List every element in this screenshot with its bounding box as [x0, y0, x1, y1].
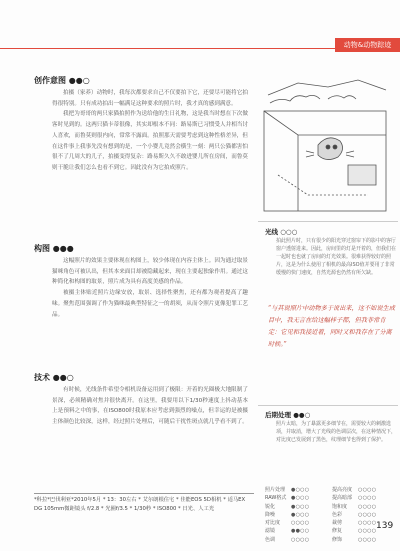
paragraph: 有时候，光线条件希望令相机设备运用到了极限：开着的光圈极大地限制了景深，必须精确对焦并很快离开。在这里，我要用以下1/30秒速度上抖动基本上是预料之中的事，在ISO800时我原本应考虑到强烈的噪点，但幸运的是被摄主体颜色比较深，这样，经过照片处理后，可随后干扰性斑点就几乎看不到了。 — [52, 387, 248, 426]
handwritten-quote: “与其说照片中动物多于说出来，这不如说生成目中，我无言在给这幅样子都，但我非常肯定：它见和我接近着，同时又和我存在了分离时候。” — [268, 305, 395, 348]
rating-dots: ○○○○ — [358, 503, 377, 510]
sketch-cloud — [328, 96, 356, 99]
sketch-frame — [264, 111, 386, 211]
rating-dots: ○○○○ — [291, 536, 310, 543]
rating-dots: ○○○ — [280, 228, 298, 236]
rating-label: 锐化 — [265, 503, 276, 510]
ratings-row — [265, 494, 399, 502]
sidebar-divider — [258, 405, 398, 406]
rating-dots: ○○○○ — [358, 511, 377, 518]
rating-dots: ○○○○ — [358, 528, 377, 535]
rating-dots: ○○○○ — [291, 520, 310, 527]
section-title-text: 技术 — [34, 373, 50, 382]
rating-label: 色调 — [265, 536, 276, 543]
rating-label: 对比度 — [265, 520, 281, 527]
sketch-window — [348, 165, 376, 185]
sketch-cloud-line — [268, 80, 386, 95]
rating-dots: ●○○○ — [291, 487, 310, 493]
section-body-composition — [52, 256, 248, 320]
rating-label: 照片处理 — [265, 487, 286, 493]
rating-label: 裁剪 — [332, 520, 343, 527]
section-title-intent — [34, 75, 90, 86]
sidebar-title-post — [265, 410, 310, 419]
section-body-intent — [52, 88, 248, 174]
section-title-technique — [34, 372, 74, 383]
rating-dots: ○○○○ — [358, 487, 377, 493]
page-number: 139 — [376, 521, 394, 531]
rating-label: 滤镜 — [265, 528, 276, 535]
section-title-composition — [34, 243, 74, 254]
chapter-tab: 动物&动物踪迹 — [335, 38, 400, 52]
ratings-row — [265, 536, 399, 544]
rating-dots: ●●○○ — [291, 528, 310, 535]
rating-label: RAW格式 — [265, 495, 287, 502]
rating-label: 修复 — [332, 528, 343, 535]
rating-label: 提高暗部 — [332, 495, 353, 502]
rating-label: 提高亮度 — [332, 487, 353, 493]
rating-dots: ○○○○ — [358, 520, 377, 527]
section-title-text: 创作意图 — [34, 76, 66, 85]
rating-dots: ●○○○ — [291, 495, 310, 502]
rating-label: 修饰 — [332, 536, 343, 543]
sidebar-title-text: 后期处理 — [265, 411, 291, 419]
rating-dots: ●○○○ — [291, 511, 310, 518]
rating-dots: ●○○○ — [291, 503, 310, 510]
sidebar-title-text: 光线 — [265, 228, 278, 236]
sketch-cat — [318, 138, 343, 160]
rating-dots: ●●○ — [68, 76, 90, 85]
cat-sketch-illustration — [258, 75, 394, 215]
rating-dots: ●●○ — [52, 373, 74, 382]
ratings-row — [265, 511, 399, 519]
sidebar-title-light — [265, 227, 297, 236]
paragraph: 拍摄（家养）动物时，我每次都要求自己不仅要拍下它，还要尽可能将它拍得很特别。只有成功拍出一幅满足这种要求的照片时，我才真的感到满意。 — [52, 90, 248, 107]
rating-label: 饱和度 — [332, 503, 348, 510]
header-rule — [0, 48, 335, 49]
paragraph: 这幅照片的效果主要体现在构图上，较少体现在内容主体上。因为通过取景猫咪角色可被认出，但其本来面目却被隐藏起来，现在主要起独象作用。通过这种简化和构图的取景，照片成为具有高度美感的作品。 — [52, 258, 248, 286]
section-body-technique — [52, 385, 248, 428]
paragraph: 我把为哥哥的两只家猫拍照作为送给他的生日礼物，这是我当时想在下次做客时见到的。这两只猫卡蒂很像，其实却根本不同：路易斯已习惯受人并相当讨人喜欢，而鲁莫则很内向，常常不露面。拍照那天需要考虑到这种性格差异，但在这件事上我事先没有想到的是，一个小婴儿竟然会横生一刻：两只公猫都害怕很不了几周大的儿子，拍摄变得复杂：路易斯久久不敢进婴儿所在房间，而鲁莫则干脆让我们怎么也看不到它。因此没有为它拍成照片。 — [52, 111, 248, 171]
rating-dots: ○○○○ — [358, 536, 377, 543]
sidebar-text-post: 照片太暗，为了暴露更多细节在，需要较大的刺激选项，并取消，增大了光线的色调层次，在这种情况下，对比度已发展到了黑色，纹理细节也得到了保护。 — [276, 421, 397, 443]
sidebar-text-light: 拍此照片时，只有很少的阳光穿过窗帘下的影中的客厅窗户透射进来。因此，房间里的灯是开着的，但我们在一起时也也就了房间的灯光效果。很难获得较好的照片，这是为什么使用了相机的最高ISO值并要用了非常缓慢的快门速度，自然光源也仍然有所欠缺。 — [276, 238, 397, 276]
rating-dots: ○○○○ — [358, 495, 377, 502]
section-title-text: 构图 — [34, 244, 50, 253]
photo-caption: *科拉*巴伐利亚*2010年5月 * 13：30左右 * 艾尔朗根住宅 * 佳能EOS 5D相机 * 适马EX DG 105mm微距镜头 f/2.8 * 光圈f/3.5 * 1/30秒 * ISO800 * 日光、人工光 — [34, 493, 254, 513]
ratings-row — [265, 503, 399, 511]
rating-dots: ●●● — [52, 244, 74, 253]
sketch-cloud — [270, 95, 320, 103]
ratings-row — [265, 486, 399, 494]
rating-label: 降噪 — [265, 511, 276, 518]
rating-dots: ●●○ — [293, 411, 311, 419]
rating-label: 色彩 — [332, 511, 343, 518]
processing-ratings-table — [265, 486, 399, 544]
sidebar-divider — [258, 221, 398, 222]
paragraph: 被摄主体贴近照片边缘安放，取景、选择性聚焦，还有都为观者提高了趣味。聚焦范围强调了作为猫咪最典型特征之一的胡须，从而令照片更像犯罪工艺品。 — [52, 290, 248, 318]
